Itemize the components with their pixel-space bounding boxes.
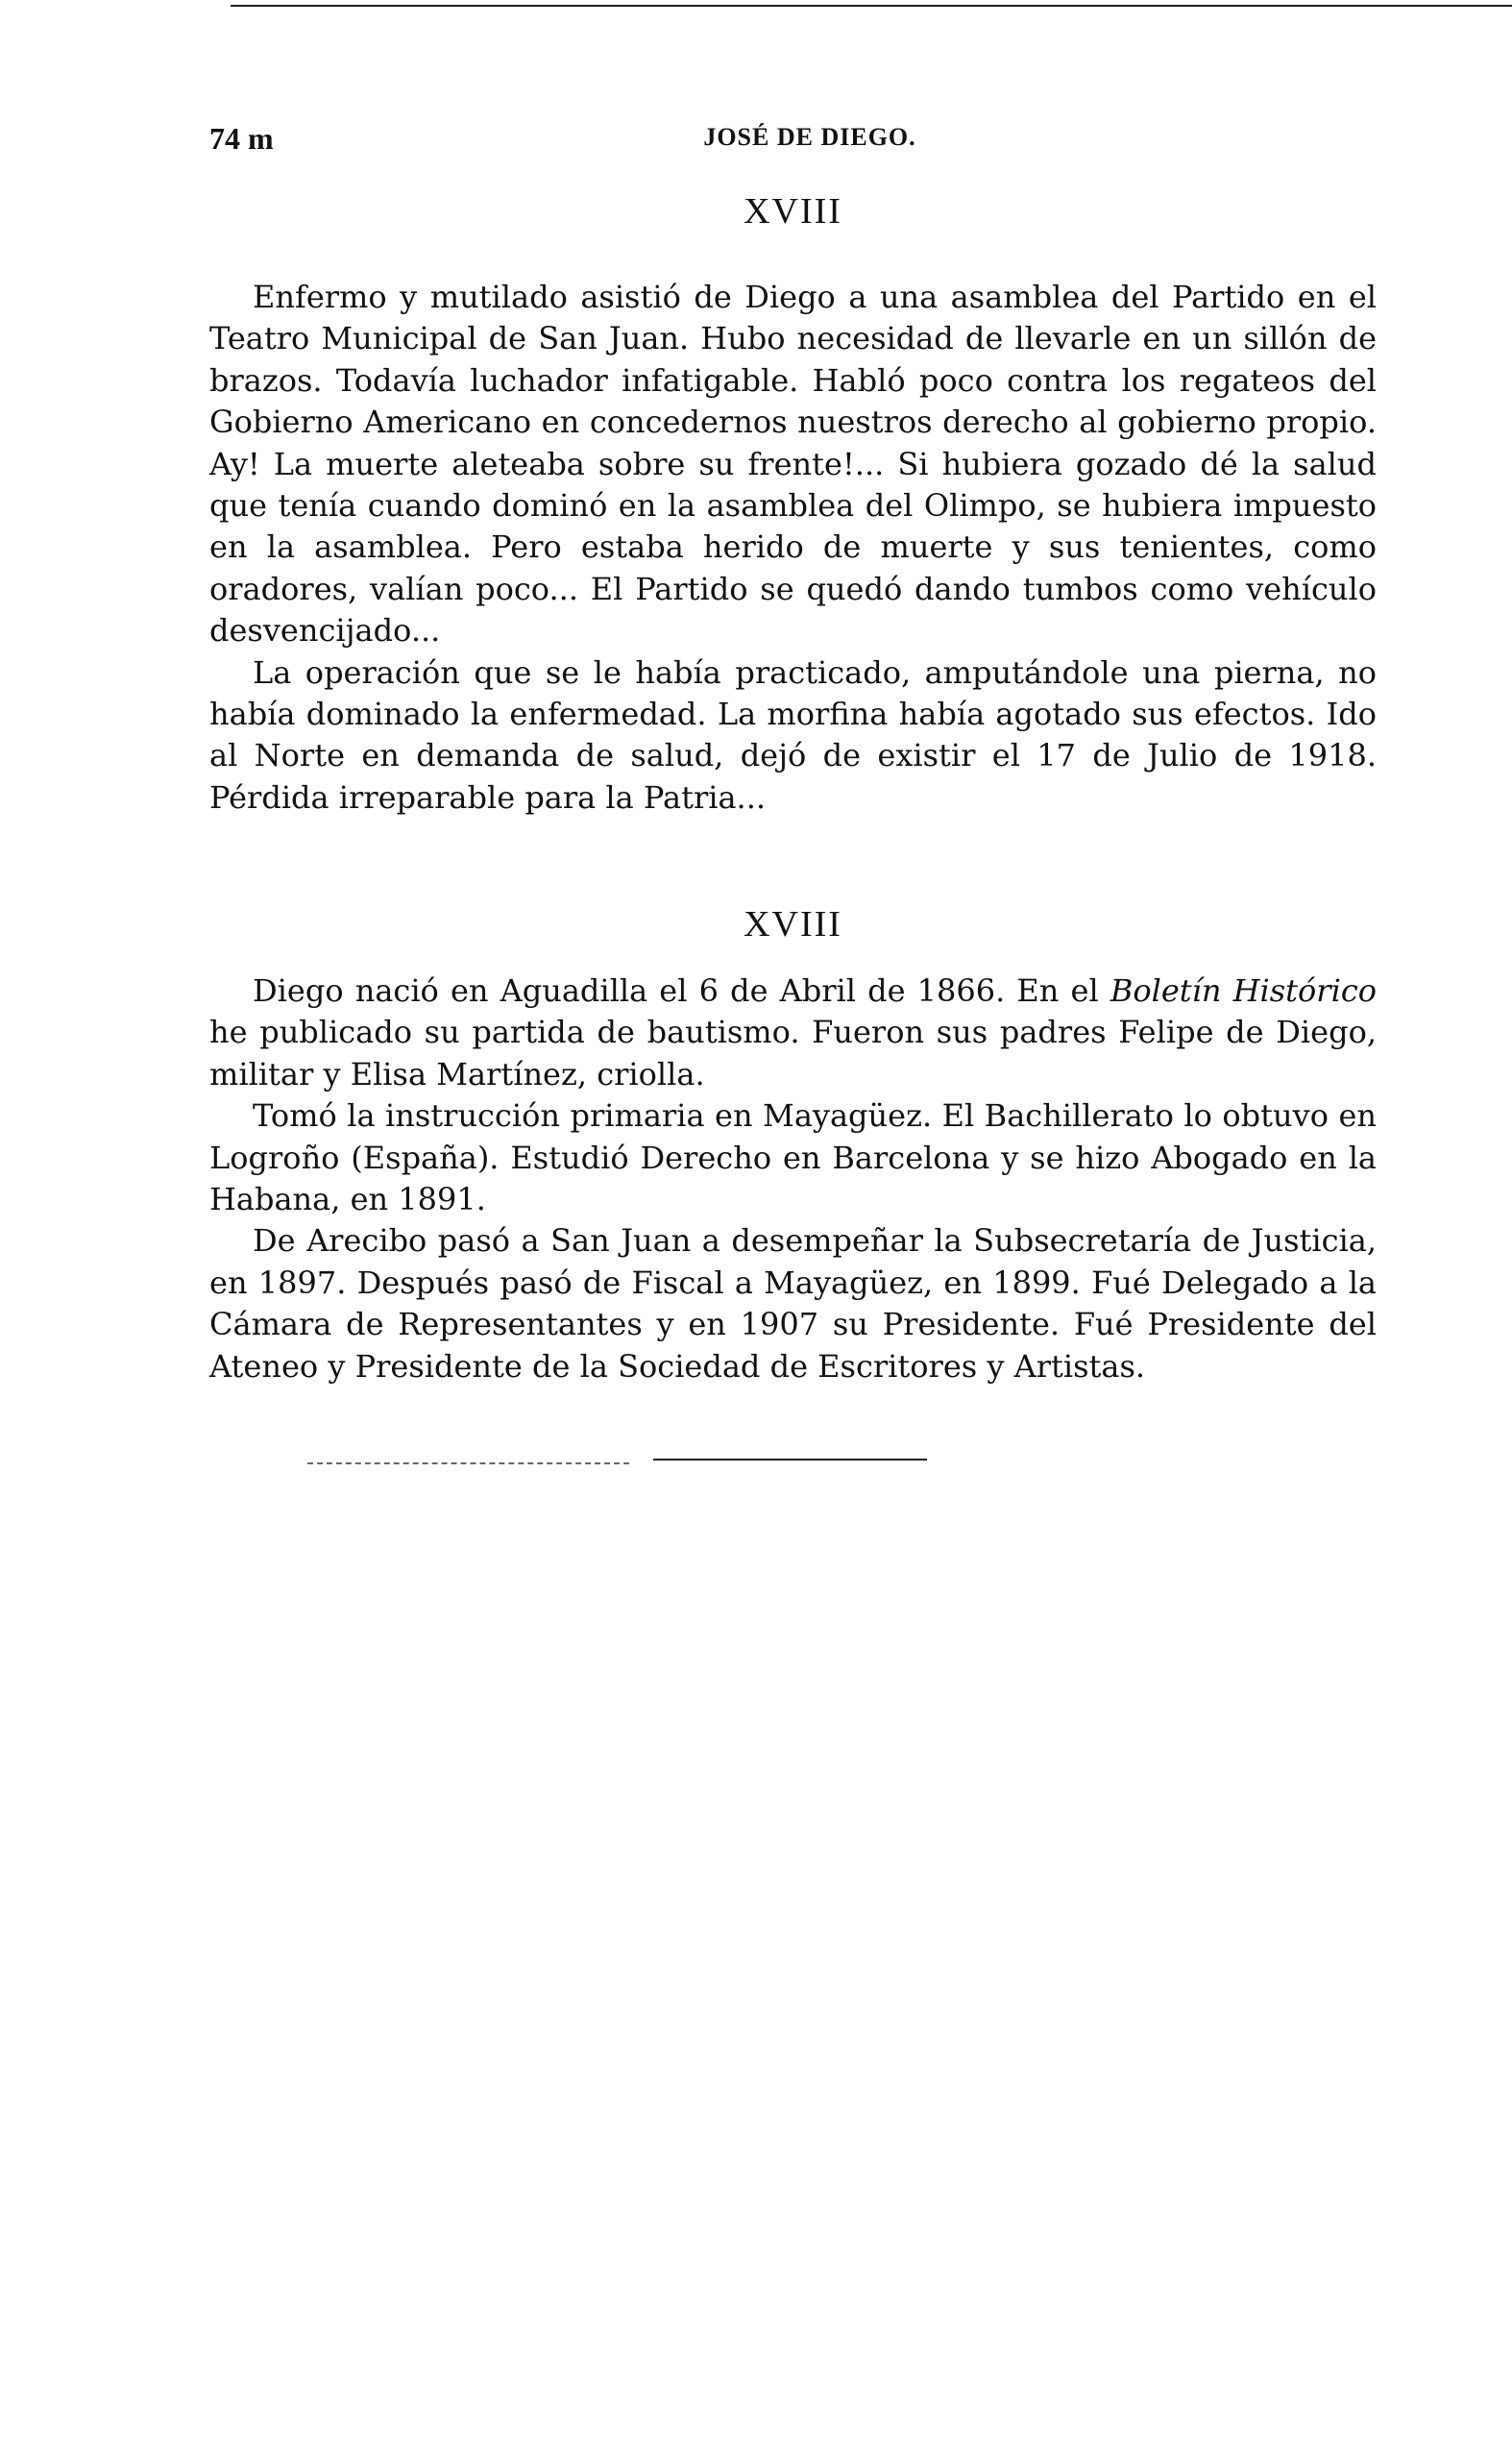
paragraph: Enfermo y mutilado asistió de Diego a una asamblea del Partido en el Teatro Municipal de San Juan. Hubo necesidad de llevarle en un sillón de brazos. Todavía luchador infatigable. Habló poco contra los regateos del Gobierno Americano en concedernos nuestros derecho al gobierno propio. Ay! La muerte aleteaba sobre su frente!... Si hubiera gozado dé la salud que tenía cuando dominó en la asamblea del Olimpo, se hubiera impuesto en la asamblea. Pero estaba herido de muerte y sus tenientes, como oradores, valían poco... El Partido se quedó dando tumbos como vehículo desvencijado...	[209, 279, 1377, 650]
footer-rule-dashed	[307, 1462, 629, 1464]
paragraph: De Arecibo pasó a San Juan a desempeñar la Subsecretaría de Justicia, en 1897. Después pasó de Fiscal a Mayagüez, en 1899. Fué Delegado a la Cámara de Representantes y en 1907 su Presidente. Fué Presidente del Ateneo y Presidente de la Sociedad de Escritores y Artistas.	[209, 1222, 1377, 1385]
section-heading-1: XVIII	[744, 191, 842, 232]
section-heading-2: XVIII	[744, 904, 842, 945]
page-number: 74 m	[209, 121, 274, 156]
italic-title: Boletín Histórico	[1110, 972, 1378, 1009]
section-2-body	[209, 970, 1377, 1387]
paragraph: Diego nació en Aguadilla el 6 de Abril de 1866. En el Boletín Histórico he publicado su partida de bautismo. Fueron sus padres Felipe de Diego, militar y Elisa Martínez, criolla.	[209, 972, 1378, 1092]
section-1-body	[209, 277, 1377, 819]
paragraph: Tomó la instrucción primaria en Mayagüez. El Bachillerato lo obtuvo en Logroño (España). Estudió Derecho en Barcelona y se hizo Abogado en la Habana, en 1891.	[209, 1097, 1377, 1218]
running-title: JOSÉ DE DIEGO.	[703, 123, 916, 151]
paragraph: La operación que se le había practicado, amputándole una pierna, no había dominado la enfermedad. La morfina había agotado sus efectos. Ido al Norte en demanda de salud, dejó de existir el 17 de Julio de 1918. Pérdida irreparable para la Patria...	[209, 653, 1377, 816]
footer-rule	[653, 1459, 927, 1461]
page-header	[209, 121, 1410, 160]
top-border-rule	[231, 5, 1512, 7]
